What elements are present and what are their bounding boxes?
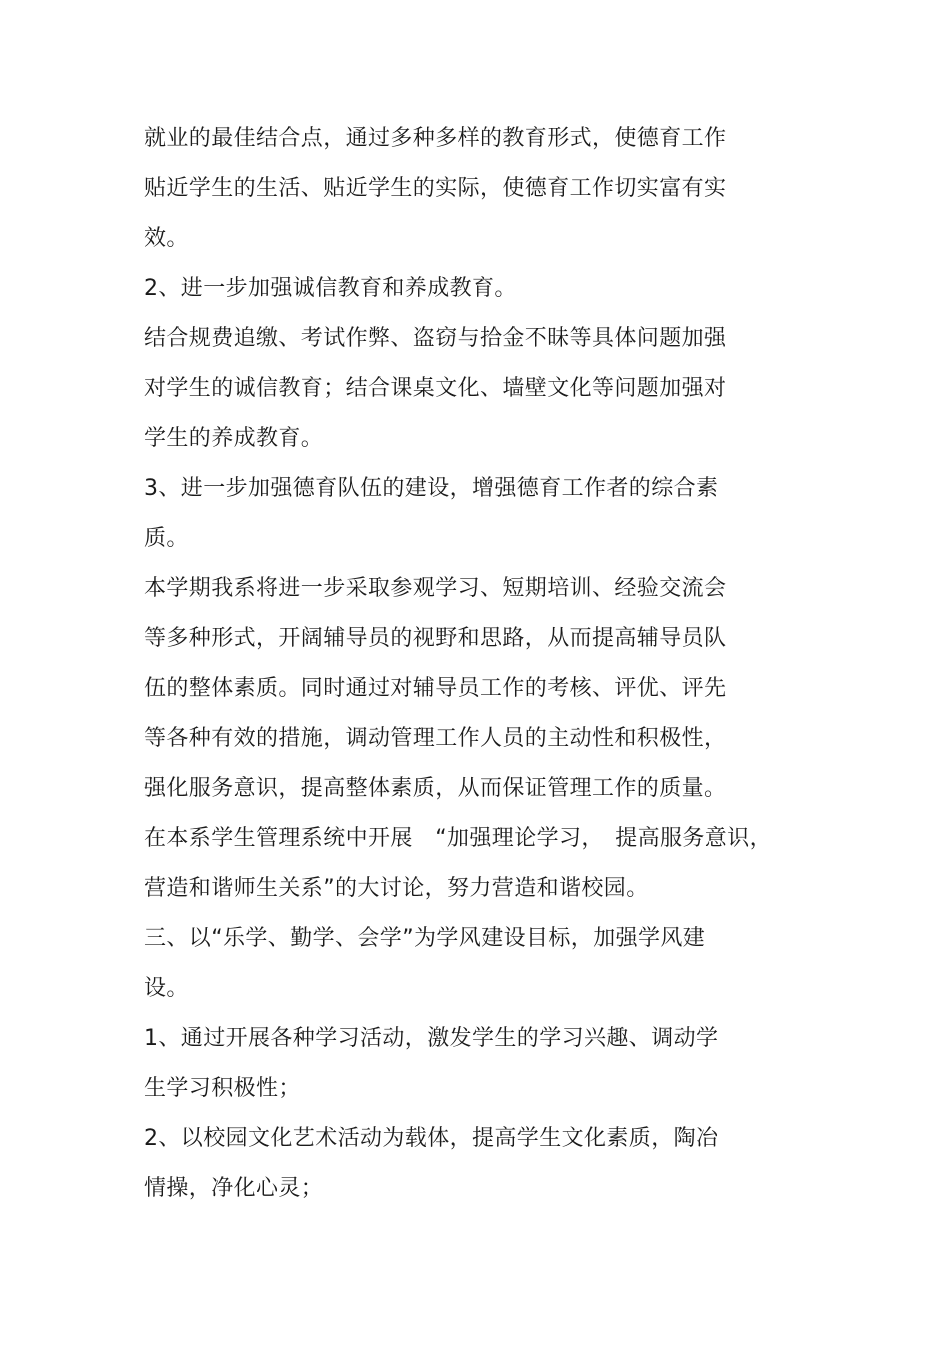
text-line: 等各种有效的措施，调动管理工作人员的主动性和积极性， — [144, 726, 727, 751]
text-line: 就业的最佳结合点，通过多种多样的教育形式，使德育工作 — [144, 126, 727, 151]
text-line: 2、以校园文化艺术活动为载体，提高学生文化素质，陶冶 — [144, 1126, 719, 1151]
text-line: 本学期我系将进一步采取参观学习、短期培训、经验交流会 — [144, 576, 727, 601]
text-line: 情操，净化心灵； — [144, 1176, 324, 1201]
text-line: 贴近学生的生活、贴近学生的实际，使德育工作切实富有实 — [144, 176, 727, 201]
text-line: 伍的整体素质。同时通过对辅导员工作的考核、评优、评先 — [144, 676, 727, 701]
text-line: 在本系学生管理系统中开展 “加强理论学习， 提高服务意识， — [144, 826, 772, 851]
text-line: 1、通过开展各种学习活动，激发学生的学习兴趣、调动学 — [144, 1026, 719, 1051]
text-line: 三、以“乐学、勤学、会学”为学风建设目标，加强学风建 — [144, 926, 706, 951]
text-line: 设。 — [144, 976, 189, 1001]
text-line: 3、进一步加强德育队伍的建设，增强德育工作者的综合素 — [144, 476, 719, 501]
text-line: 强化服务意识，提高整体素质，从而保证管理工作的质量。 — [144, 776, 727, 801]
text-line: 2、进一步加强诚信教育和养成教育。 — [144, 276, 517, 301]
text-line: 结合规费追缴、考试作弊、盗窃与拾金不昧等具体问题加强 — [144, 326, 727, 351]
text-line: 营造和谐师生关系”的大讨论，努力营造和谐校园。 — [144, 876, 649, 901]
text-line: 对学生的诚信教育；结合课桌文化、墙壁文化等问题加强对 — [144, 376, 727, 401]
text-line: 学生的养成教育。 — [144, 426, 324, 451]
text-line: 效。 — [144, 226, 189, 251]
text-line: 质。 — [144, 526, 189, 551]
text-line: 生学习积极性； — [144, 1076, 301, 1101]
text-line: 等多种形式，开阔辅导员的视野和思路，从而提高辅导员队 — [144, 626, 727, 651]
